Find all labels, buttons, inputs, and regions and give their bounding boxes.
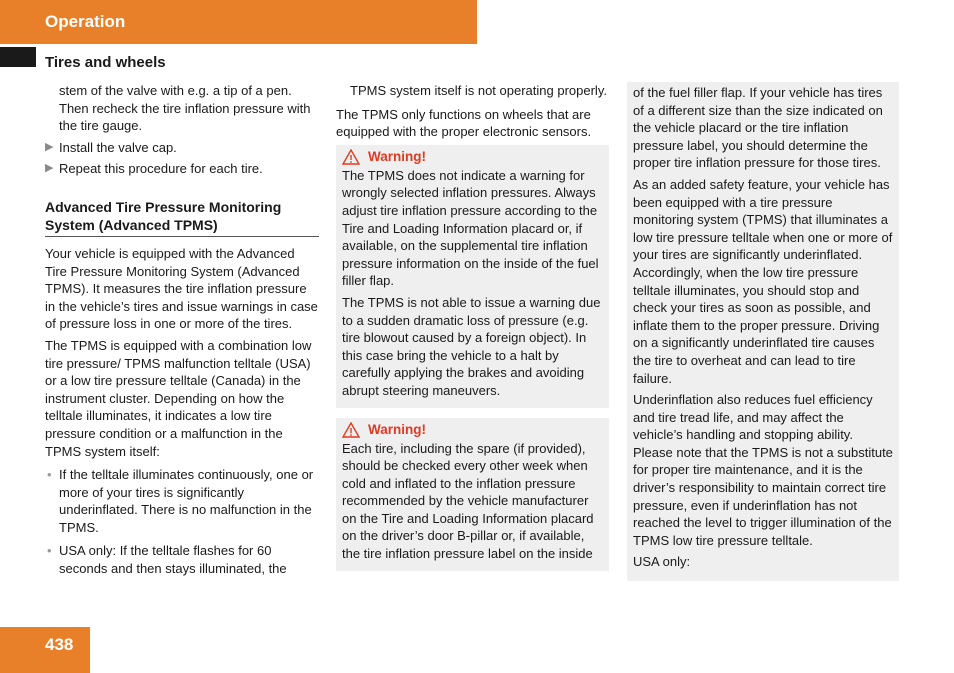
warning-header xyxy=(342,147,603,167)
column-2 xyxy=(336,82,609,577)
section-tab-marker xyxy=(0,47,36,67)
warning-text: The TPMS is not able to issue a warning due to a sudden dramatic loss of pressure (e.g. tire blowout caused by a foreign object). In this case bring the vehicle to a halt by carefully applying the brakes and avoiding abrupt steering maneuvers. xyxy=(342,294,601,398)
section-title: Tires and wheels xyxy=(45,54,166,71)
warning-triangle-icon xyxy=(342,149,360,165)
warning-title: Warning! xyxy=(368,148,426,164)
warning-text: USA only: xyxy=(633,554,691,570)
continued-paragraph: stem of the valve with e.g. a tip of a pen. Then recheck the tire inflation pressure with the tire gauge. xyxy=(59,83,311,134)
warning-triangle-icon xyxy=(342,422,360,438)
warning-box xyxy=(336,145,609,408)
page-number: 438 xyxy=(45,635,74,654)
warning-text: Underinflation also reduces fuel efficiency and tire tread life, and may affect the vehicle’s handling and stopping ability. Please note that the TPMS is not a substitute for proper tire maintenance, and it is the driver’s responsibility to maintain correct tire pressure, even if underinflation has not reached the level to trigger illumination of the TPMS low tire pressure telltale. xyxy=(633,392,893,548)
warning-box-continued xyxy=(627,82,899,581)
column-3 xyxy=(627,82,899,581)
triangle-right-icon: ▶ xyxy=(45,140,54,153)
paragraph: The TPMS only functions on wheels that are equipped with the proper electronic sensors. xyxy=(336,106,592,140)
paragraph: Your vehicle is equipped with the Advanced Tire Pressure Monitoring System (Advanced TPMS). It measures the tire inflation pressure in the vehicle’s tires and issue warnings in case of pressure loss in one or more of the tires. xyxy=(45,245,318,332)
step-item: ▶ Repeat this procedure for each tire. xyxy=(45,161,263,177)
paragraph: The TPMS is equipped with a combination low tire pressure/ TPMS malfunction telltale (USA) or a low tire pressure telltale (Canada) in the instrument cluster. Depending on how the telltale illuminates, it indicates a low tire pressure condition or a malfunction in the TPMS system itself: xyxy=(45,337,312,459)
warning-text: As an added safety feature, your vehicle has been equipped with a tire pressure monitoring system (TPMS) that illuminates a low tire pressure telltale when one or more of your tires are significantly underinflated. Accordingly, when the low tire pressure telltale illuminates, you should stop and check your tires as soon as possible, and inflate them to the proper pressure. Driving on a significantly underinflated tire causes the tire to overheat and can lead to tire failure. xyxy=(633,176,893,386)
warning-header xyxy=(342,420,603,440)
bullet-dot-icon: • xyxy=(47,467,52,483)
step-item: ▶ Install the valve cap. xyxy=(45,139,177,155)
warning-text: of the fuel filler flap. If your vehicle has tires of a different size than the size indicated on the vehicle placard or the tire inflation pressure label, you should determine the proper tire inflation pressure for those tires. xyxy=(633,85,883,171)
bullet-item: • If the telltale illuminates continuously, one or more of your tires is significantly underinflated. There is no malfunction in the TPMS. xyxy=(47,467,314,535)
warning-text: Each tire, including the spare (if provided), should be checked every other week when cold and inflated to the inflation pressure recommended by the vehicle manufacturer on the Tire and Loading Information placard on the driver’s door B-pillar or, if available, the tire inflation pressure label on the inside xyxy=(342,440,594,562)
bullet-dot-icon: • xyxy=(47,543,52,559)
triangle-right-icon: ▶ xyxy=(45,162,54,175)
warning-box xyxy=(336,418,609,571)
header-title: Operation xyxy=(45,12,126,31)
warning-title: Warning! xyxy=(368,421,426,437)
column-1 xyxy=(45,82,319,582)
continued-paragraph: TPMS system itself is not operating properly. xyxy=(350,83,607,98)
warning-text: The TPMS does not indicate a warning for wrongly selected inflation pressures. Always adjust tire inflation pressure according to the Tire and Loading Information placard or, if available, on the supplemental tire inflation pressure information on the inside of the fuel filler flap. xyxy=(342,167,599,289)
subheading: Advanced Tire Pressure Monitoring System (Advanced TPMS) xyxy=(45,198,319,237)
bullet-item: • USA only: If the telltale flashes for 60 seconds and then stays illuminated, the xyxy=(47,543,287,577)
